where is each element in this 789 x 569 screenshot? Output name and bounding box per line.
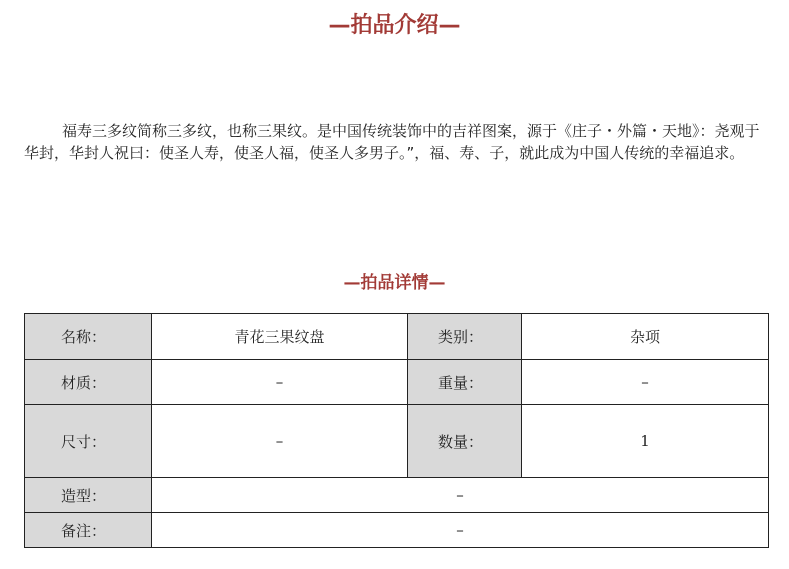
category-value: 杂项: [522, 314, 769, 360]
quantity-value: 1: [522, 405, 769, 478]
table-row: [25, 513, 769, 548]
name-label: 名称：: [25, 314, 152, 360]
weight-label: 重量：: [408, 360, 522, 405]
table-row: [25, 405, 769, 478]
intro-paragraph: 福寿三多纹简称三多纹，也称三果纹。是中国传统装饰中的吉祥图案，源于《庄子・外篇・天地》：尧观于华封，华封人祝曰：使圣人寿，使圣人福，使圣人多男子。”，福、寿、子，就此成为中国人传统的幸福追求。: [24, 122, 760, 162]
table-row: [25, 478, 769, 513]
details-heading: —拍品详情—: [343, 273, 446, 293]
shape-value: –: [152, 478, 769, 513]
material-label: 材质：: [25, 360, 152, 405]
table-row: [25, 360, 769, 405]
remarks-label: 备注：: [25, 513, 152, 548]
remarks-value: –: [152, 513, 769, 548]
intro-heading: —拍品介绍—: [328, 13, 461, 38]
material-value: –: [152, 360, 408, 405]
category-label: 类别：: [408, 314, 522, 360]
weight-value: –: [522, 360, 769, 405]
shape-label: 造型：: [25, 478, 152, 513]
size-value: –: [152, 405, 408, 478]
size-label: 尺寸：: [25, 405, 152, 478]
quantity-label: 数量：: [408, 405, 522, 478]
details-table: [24, 313, 769, 548]
table-row: [25, 314, 769, 360]
name-value: 青花三果纹盘: [152, 314, 408, 360]
